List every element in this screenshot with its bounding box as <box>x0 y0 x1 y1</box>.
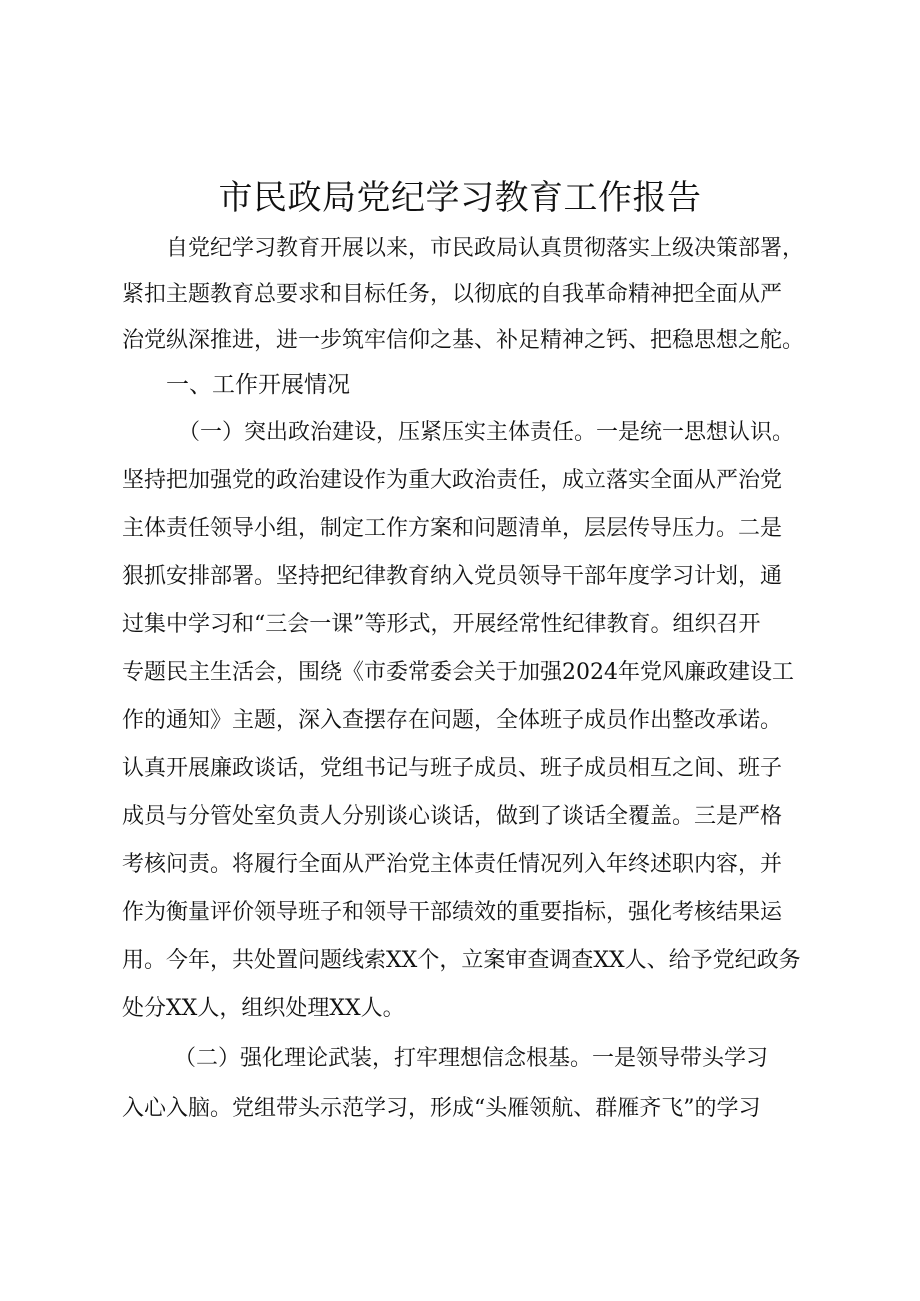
paragraph-line: 治党纵深推进，进一步筑牢信仰之基、补足精神之钙、把稳思想之舵。 <box>122 328 805 353</box>
paragraph-line: 自党纪学习教育开展以来，市民政局认真贯彻落实上级决策部署， <box>166 236 805 261</box>
section-heading: 一、工作开展情况 <box>166 372 350 398</box>
paragraph-line: 过集中学习和“三会一课”等形式，开展经常性纪律教育。组织召开 <box>122 612 761 637</box>
document-title: 市民政局党纪学习教育工作报告 <box>218 178 702 218</box>
paragraph-line: 专题民主生活会，围绕《市委常委会关于加强2024年党风廉政建设工 <box>122 660 794 685</box>
paragraph-line: 成员与分管处室负责人分别谈心谈话，做到了谈话全覆盖。三是严格 <box>122 804 783 829</box>
paragraph-line: 主体责任领导小组，制定工作方案和问题清单，层层传导压力。二是 <box>122 516 783 541</box>
paragraph-line: 坚持把加强党的政治建设作为重大政治责任，成立落实全面从严治党 <box>122 468 783 493</box>
paragraph-line: 用。今年，共处置问题线索XX个，立案审查调查XX人、给予党纪政务 <box>122 948 801 973</box>
paragraph-line: 作为衡量评价领导班子和领导干部绩效的重要指标，强化考核结果运 <box>122 900 783 925</box>
paragraph-line: 作的通知》主题，深入查摆存在问题，全体班子成员作出整改承诺。 <box>122 708 783 733</box>
paragraph-line: 处分XX人，组织处理XX人。 <box>122 996 405 1021</box>
paragraph-line: 紧扣主题教育总要求和目标任务，以彻底的自我革命精神把全面从严 <box>122 282 783 307</box>
paragraph-line: 入心入脑。党组带头示范学习，形成“头雁领航、群雁齐飞”的学习 <box>122 1096 761 1121</box>
paragraph-line: 认真开展廉政谈话，党组书记与班子成员、班子成员相互之间、班子 <box>122 756 783 781</box>
paragraph-line: （二）强化理论武装，打牢理想信念根基。一是领导带头学习 <box>174 1046 769 1071</box>
paragraph-line: 狠抓安排部署。坚持把纪律教育纳入党员领导干部年度学习计划，通 <box>122 564 783 589</box>
paragraph-line: 考核问责。将履行全面从严治党主体责任情况列入年终述职内容，并 <box>122 852 783 877</box>
paragraph-line: （一）突出政治建设，压紧压实主体责任。一是统一思想认识。 <box>178 420 795 445</box>
